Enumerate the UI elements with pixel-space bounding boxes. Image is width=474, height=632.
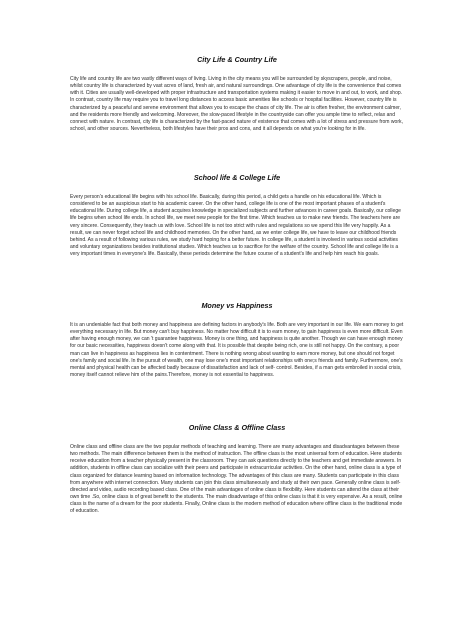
essay-section-city-country: [70, 55, 404, 133]
essay-section-online-offline: [70, 423, 404, 516]
section-paragraph: City life and country life are two vastly different ways of living. Living in the city means you will be surrounded by skyscrapers, people, and noise, whilst country life is characterized by vast acres of land, fresh air, and natural surroundings. One advantage of city life is the convenience that comes with it. Cities are usually well-developed with proper infrastructure and transportation systems making it easier to move in and out, to work, and shop. In contrast, country life may require you to travel long distances to access basic amenities like schools or hospital facilities. However, country life is characterized by a peaceful and serene environment that allows you to escape the chaos of city life. The air is often fresher, the environment calmer, and the residents more friendly and welcoming. Moreover, the slow-paced lifestyle in the countryside can offer you ample time to reflect, relax and connect with nature. In contrast, city life is characterized by the fast-paced nature of existence that comes with a lot of stress and pressure from work, school, and other sources. Nevertheless, both lifestyles have their pros and cons, and it all depends on what you're looking for in life.: [70, 76, 403, 133]
section-heading: School life & College Life: [193, 173, 281, 182]
section-heading: Online Class & Offline Class: [188, 423, 286, 432]
section-heading: Money vs Happiness: [201, 301, 273, 310]
essay-section-money-happiness: [70, 301, 404, 379]
section-paragraph: Every person's educational life begins with his school life. Basically, during this period, a child gets a handle on his educational life. Which is considered to be an auspicious start to his academic career. On the other hand, college life is one of the most important phases of a student's educational life. During college life, a student acquires knowledge in specialized subjects and further advances in career goals. Basically, our college life begins when school life ends. In school life, we meet new people for the first time. Which teaches us to make new friends. The teachers here are very sincere. Consequently, they teach us with love. School life is not too strict with rules and regulations so we spend this life very happily. As a result, we can never forget school life and childhood memories. On the other hand, as we enter college life, we have to leave our childhood friends behind. As a result of following various rules, we study hard hoping for a better future. In college life, a student is involved in various social activities and voluntary organizations besides institutional studies. Which teaches us to sacrifice for the welfare of the country. School life and college life is a very important times in everyone's life. Basically, these periods determine the future course of a student's life and help him reach his goals.: [70, 194, 401, 258]
essay-section-school-college: [70, 173, 404, 258]
section-paragraph: It is an undeniable fact that both money and happiness are defining factors in anybody's life. Both are very important in our life. We earn money to get everything necessary in life. But money can't buy happiness. No matter how difficult it is to earn money, to gain happiness is even more difficult. Even after having enough money, we can 't guarantee happiness. Money is one thing, and happiness is quite another. Though we can have enough money for our basic necessities, happiness doesn't come along with that. It is possible that despite being rich, one is still not happy. On the contrary, a poor man can live in happiness as happiness lies in contentment. There is nothing wrong about wanting to earn more money, but one should not forget one's family and social life. In the pursuit of wealth, one may lose one's most important relationships with one;s friends and family. Furthermore, one's mental and physical health can be affected badly because of dissatisfaction and lack of self- control. Besides, if a man gets embroiled in social crisis, money itself cannot relieve him of the pains.Therefore, money is not essential to happiness.: [70, 322, 404, 379]
section-heading: City Life & Country Life: [197, 55, 277, 64]
section-paragraph: Online class and offline class are the two popular methods of teaching and learning. There are many advantages and disadvantages between these two methods. The main difference between them is the method of instruction. The offline class is the most universal form of education. Here students receive education from a teacher physically present in the classroom. They can ask questions directly to the teachers and get immediate answers. In addition, students in offline class can socialize with their peers and participate in extracurricular activities. On the other hand, online class is a type of class organized for distance learning based on information technology. The advantages of this class are many. Students can participate in this class from anywhere with internet connection. Many students can join this class simultaneously and study at their own pace. Generally online class is self- directed and video, audio recording based class. One of the main advantages of online class is flexibility. Here students can attend the class at their own time .So, online class is of great benefit to the students. The main disadvantage of this online class is that it is very expensive. As a result, online class is the name of a dream for the poor students. Finally, Online class is the modern method of education where offline class is the traditional mode of education.: [70, 444, 403, 515]
